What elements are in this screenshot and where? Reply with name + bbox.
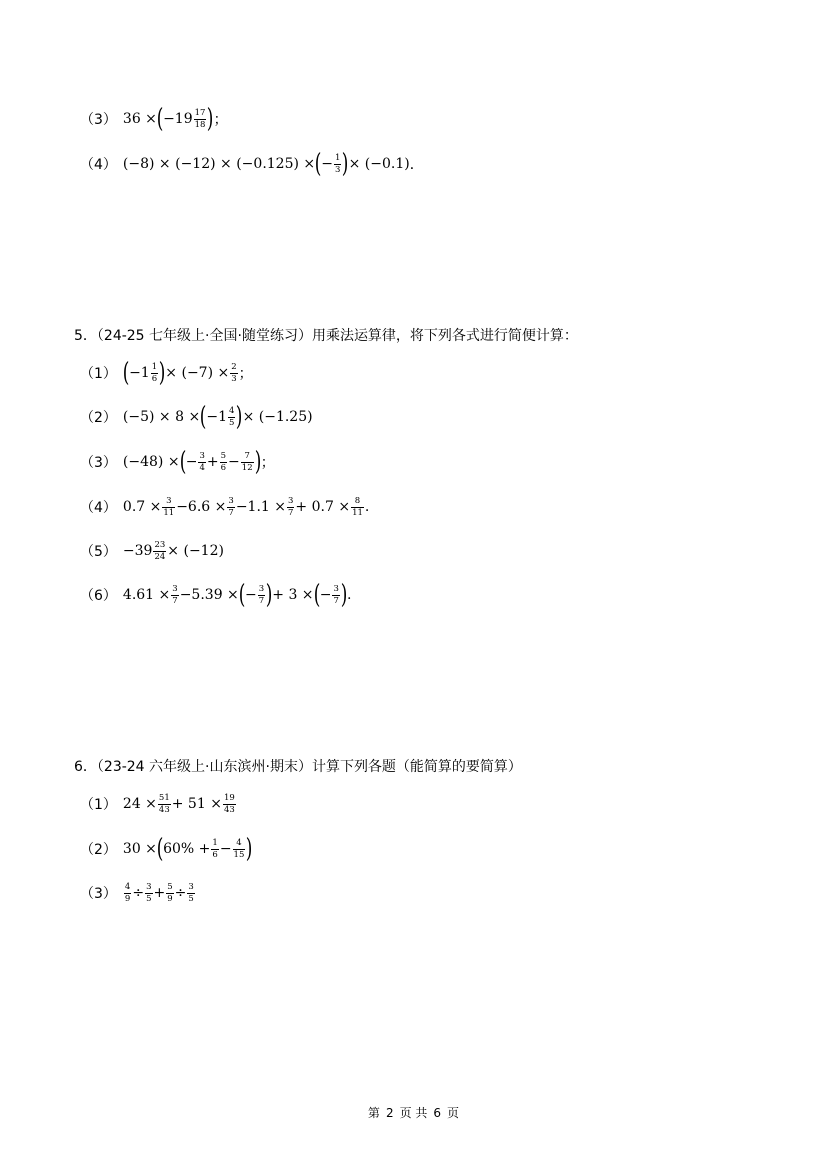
denominator: 7 (258, 595, 265, 606)
item-index: （4） (80, 157, 117, 173)
right-paren: ) (265, 580, 273, 610)
fraction (166, 883, 173, 903)
numerator: 3 (188, 882, 194, 892)
numerator: 7 (244, 451, 250, 461)
denominator: 3 (335, 164, 341, 175)
q6-item-1 (80, 789, 237, 819)
total-pages: 6 (433, 1106, 442, 1120)
fraction (171, 585, 178, 605)
expr-text: 36 × (122, 111, 157, 127)
numerator: 17 (194, 108, 206, 118)
expr-text: −1.1 × (235, 499, 286, 515)
question-5-title: 5．（24-25 七年级上·全国·随堂练习）用乘法运算律，将下列各式进行简便计算： (74, 328, 578, 344)
page-footer (0, 1104, 827, 1121)
q5-item-1 (80, 358, 253, 388)
expression (123, 794, 237, 814)
page-number: 2 (385, 1106, 394, 1120)
expr-text: (−48) × (122, 454, 180, 470)
q5-item-4 (80, 492, 369, 522)
expr-text: − (321, 156, 334, 172)
expression (123, 883, 196, 903)
expr-text: − (228, 454, 240, 470)
denominator: 11 (352, 507, 363, 518)
expr-text: × (−12) (167, 543, 224, 559)
denominator: 5 (229, 417, 235, 428)
q4-part-4 (80, 149, 424, 179)
item-index: （5） (80, 544, 117, 560)
item-index: （4） (80, 500, 117, 516)
denominator: 18 (194, 119, 206, 130)
fraction (220, 452, 227, 472)
item-index: （6） (80, 588, 117, 604)
q5-item-6 (80, 580, 351, 610)
numerator: 23 (154, 540, 166, 550)
numerator: 3 (146, 882, 152, 892)
expr-text: + (206, 454, 219, 470)
item-index: （3） (80, 886, 117, 902)
expr-text: − (319, 587, 332, 603)
left-paren: ( (122, 358, 130, 388)
expr-text: 24 × (122, 796, 157, 812)
item-index: （3） (80, 455, 117, 471)
denominator: 9 (124, 893, 131, 904)
expr-text: (−8) × (−12) × (−0.125) × (122, 156, 316, 172)
fraction (233, 839, 246, 859)
q4-part-3 (80, 104, 228, 134)
numerator: 3 (288, 496, 294, 506)
expr-text: − (219, 841, 232, 857)
fraction (228, 407, 235, 427)
fraction (258, 585, 265, 605)
denominator: 7 (333, 595, 339, 606)
left-paren: ( (156, 834, 164, 864)
expr-text: × (−7) × (165, 365, 230, 381)
question-6-title: 6．（23-24 六年级上·山东滨州·期末）计算下列各题（能简算的要简算） (74, 759, 522, 775)
fraction (153, 541, 166, 561)
numerator: 4 (236, 838, 242, 848)
fraction (287, 497, 294, 517)
expr-text: (−5) × 8 × (122, 409, 201, 425)
item-index: （2） (80, 410, 117, 426)
numerator: 51 (158, 793, 170, 803)
expr-text: 60% + (163, 841, 211, 857)
numerator: 1 (212, 838, 218, 848)
expr-text: + 51 × (171, 796, 222, 812)
fraction (230, 363, 237, 383)
expr-text: −19 (163, 111, 193, 127)
fraction (332, 585, 339, 605)
denominator: 43 (223, 804, 235, 815)
right-paren: ) (207, 104, 214, 134)
numerator: 3 (228, 496, 234, 506)
q5-item-3 (80, 447, 275, 477)
expr-text: . (364, 499, 370, 515)
numerator: 5 (220, 451, 227, 461)
left-paren: ( (156, 104, 164, 134)
fraction (187, 883, 194, 903)
numerator: 3 (166, 496, 172, 506)
denominator: 12 (241, 462, 253, 473)
expr-text: −5.39 × (179, 587, 239, 603)
footer-text: 页 (447, 1106, 460, 1120)
expr-text: ； (213, 112, 228, 128)
expr-text: ． (409, 157, 424, 173)
denominator: 7 (288, 507, 294, 518)
right-paren: ) (246, 834, 253, 864)
expr-text: −6.6 × (176, 499, 227, 515)
expression (123, 106, 228, 132)
left-paren: ( (199, 402, 207, 432)
denominator: 24 (154, 551, 166, 562)
expression (123, 151, 424, 177)
item-index: （3） (80, 112, 117, 128)
expr-text: × (−1.25) (242, 409, 313, 425)
fraction (351, 497, 364, 517)
numerator: 3 (199, 451, 205, 461)
left-paren: ( (238, 580, 246, 610)
expr-text: + 3 × (272, 587, 314, 603)
expr-text: − (185, 454, 198, 470)
expr-text: 4.61 × (122, 587, 171, 603)
right-paren: ) (158, 358, 166, 388)
denominator: 9 (167, 893, 173, 904)
expr-text: ÷ (174, 885, 187, 901)
fraction (223, 794, 236, 814)
fraction (334, 154, 341, 174)
fraction (194, 109, 207, 129)
numerator: 3 (258, 584, 265, 594)
numerator: 3 (333, 584, 339, 594)
left-paren: ( (313, 580, 320, 610)
right-paren: ) (342, 149, 349, 179)
denominator: 15 (233, 849, 245, 860)
expr-text: + 0.7 × (295, 499, 351, 515)
denominator: 6 (220, 462, 227, 473)
fraction (124, 883, 131, 903)
q5-item-2 (80, 402, 313, 432)
denominator: 5 (146, 893, 152, 904)
footer-text: 页 共 (399, 1106, 428, 1120)
numerator: 19 (223, 793, 235, 803)
left-paren: ( (179, 447, 186, 477)
expr-text: 0.7 × (122, 499, 162, 515)
numerator: 1 (151, 362, 158, 372)
denominator: 5 (188, 893, 194, 904)
q6-item-2 (80, 834, 253, 864)
denominator: 7 (172, 595, 178, 606)
item-index: （1） (80, 797, 117, 813)
footer-text: 第 (367, 1106, 380, 1120)
fraction (241, 452, 254, 472)
expr-text: −39 (122, 543, 153, 559)
expression (123, 836, 253, 862)
item-index: （1） (80, 366, 117, 382)
denominator: 7 (228, 507, 234, 518)
numerator: 4 (229, 406, 235, 416)
fraction (227, 497, 234, 517)
fraction (145, 883, 152, 903)
expression (123, 360, 253, 386)
right-paren: ) (254, 447, 261, 477)
expression (123, 449, 275, 475)
expr-text: 30 × (122, 841, 157, 857)
expression (123, 541, 224, 561)
item-index: （2） (80, 842, 117, 858)
expr-text: − (244, 587, 257, 603)
right-paren: ) (236, 402, 243, 432)
fraction (198, 452, 205, 472)
denominator: 4 (199, 462, 205, 473)
expr-text: ÷ (132, 885, 145, 901)
expression (123, 497, 369, 517)
numerator: 1 (335, 153, 341, 163)
right-paren: ) (340, 580, 348, 610)
expr-text: × (−0.1) (348, 156, 410, 172)
numerator: 3 (172, 584, 178, 594)
denominator: 3 (231, 373, 237, 384)
expr-text: −1 (206, 409, 227, 425)
denominator: 11 (163, 507, 175, 518)
expression (123, 404, 313, 430)
numerator: 8 (354, 496, 361, 506)
expr-text: ； (260, 455, 275, 471)
fraction (158, 794, 171, 814)
expr-text: . (347, 587, 352, 603)
denominator: 6 (212, 849, 218, 860)
denominator: 43 (158, 804, 170, 815)
numerator: 5 (167, 882, 173, 892)
left-paren: ( (314, 149, 322, 179)
fraction (151, 363, 158, 383)
expr-text: ； (238, 366, 253, 382)
q5-item-5 (80, 536, 224, 566)
expr-text: + (153, 885, 166, 901)
q6-item-3 (80, 878, 196, 908)
numerator: 2 (231, 362, 237, 372)
denominator: 6 (151, 373, 158, 384)
expr-text: −1 (129, 365, 150, 381)
numerator: 4 (124, 882, 131, 892)
expression (123, 582, 352, 608)
fraction (211, 839, 218, 859)
fraction (162, 497, 175, 517)
